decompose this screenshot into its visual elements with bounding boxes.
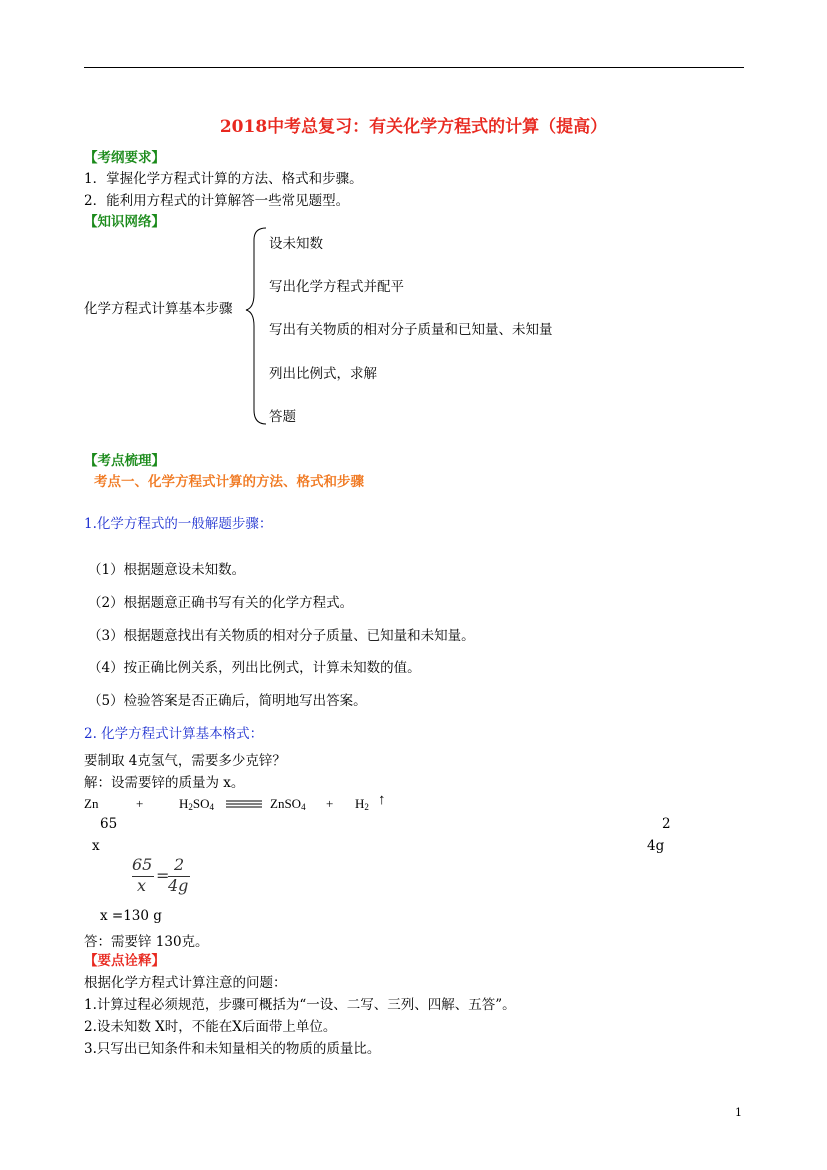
section-header-zhishi: 【知识网络】 xyxy=(84,214,165,230)
page-title: 2018中考总复习：有关化学方程式的计算（提高） xyxy=(219,117,608,137)
section-header-kaodian: 【考点梳理】 xyxy=(84,453,165,469)
example-question: 要制取 4克氢气，需要多少克锌？ xyxy=(84,753,286,769)
network-branch: 写出有关物质的相对分子质量和已知量、未知量 xyxy=(269,322,553,338)
mass-h2: 2 xyxy=(662,816,671,832)
mass-zn: 65 xyxy=(100,816,118,832)
yaodian-item: 3.只写出已知条件和未知量相关的物质的质量比。 xyxy=(84,1041,381,1057)
kaogang-item: 1．掌握化学方程式计算的方法、格式和步骤。 xyxy=(84,171,363,187)
frac-right-denominator: 4g xyxy=(168,876,189,895)
step-item: （5）检验答案是否正确后，简明地写出答案。 xyxy=(88,693,367,709)
formula-znso4: ZnSO$_4$ xyxy=(270,796,306,812)
proportion-equation xyxy=(130,855,190,900)
kaodian-subheader: 考点一、化学方程式计算的方法、格式和步骤 xyxy=(94,474,364,490)
section-header-kaogang: 【考纲要求】 xyxy=(84,150,165,166)
formula-zn: Zn xyxy=(84,796,99,811)
gas-arrow-icon: ↑ xyxy=(378,792,386,808)
frac-equals: = xyxy=(156,866,170,885)
network-branch: 列出比例式，求解 xyxy=(269,366,377,382)
formula-h2: $H_2$ xyxy=(355,796,369,812)
network-branch: 答题 xyxy=(269,409,296,425)
kaogang-item: 2．能利用方程式的计算解答一些常见题型。 xyxy=(84,193,350,209)
frac-left-denominator: x xyxy=(137,876,147,895)
frac-right-numerator: 2 xyxy=(174,855,185,874)
equals-arrow-icon xyxy=(226,799,262,809)
yaodian-item: 1.计算过程必须规范，步骤可概括为“一设、二写、三列、四解、五答”。 xyxy=(84,997,516,1013)
formula-plus: + xyxy=(136,796,144,811)
network-branch: 写出化学方程式并配平 xyxy=(269,279,404,295)
steps-title: 1.化学方程式的一般解题步骤： xyxy=(84,516,273,532)
format-title: 2. 化学方程式计算基本格式： xyxy=(84,726,264,742)
formula-h2so4: $H_2SO_4$ xyxy=(179,796,215,812)
step-item: （2）根据题意正确书写有关的化学方程式。 xyxy=(88,595,354,611)
step-item: （3）根据题意找出有关物质的相对分子质量、已知量和未知量。 xyxy=(88,628,475,644)
known-h2: 4g xyxy=(647,838,665,854)
example-result: x =130 g xyxy=(100,908,162,924)
yaodian-item: 2.设未知数 X时，不能在X后面带上单位。 xyxy=(84,1019,337,1035)
frac-left-numerator: 65 xyxy=(132,855,153,874)
page-number: 1 xyxy=(735,1106,742,1119)
header-rule xyxy=(84,67,744,68)
example-answer: 答：需要锌 130克。 xyxy=(84,934,209,950)
section-header-yaodian: 【要点诠释】 xyxy=(84,953,165,969)
yaodian-intro: 根据化学方程式计算注意的问题： xyxy=(84,975,287,991)
curly-brace-icon xyxy=(244,226,268,426)
step-item: （1）根据题意设未知数。 xyxy=(88,562,246,578)
formula-plus: + xyxy=(326,796,334,811)
network-root: 化学方程式计算基本步骤 xyxy=(84,301,233,317)
example-setup: 解：设需要锌的质量为 x。 xyxy=(84,775,245,791)
network-branch: 设未知数 xyxy=(269,236,323,252)
unknown-zn: x xyxy=(92,838,100,854)
step-item: （4）按正确比例关系，列出比例式，计算未知数的值。 xyxy=(88,660,421,676)
